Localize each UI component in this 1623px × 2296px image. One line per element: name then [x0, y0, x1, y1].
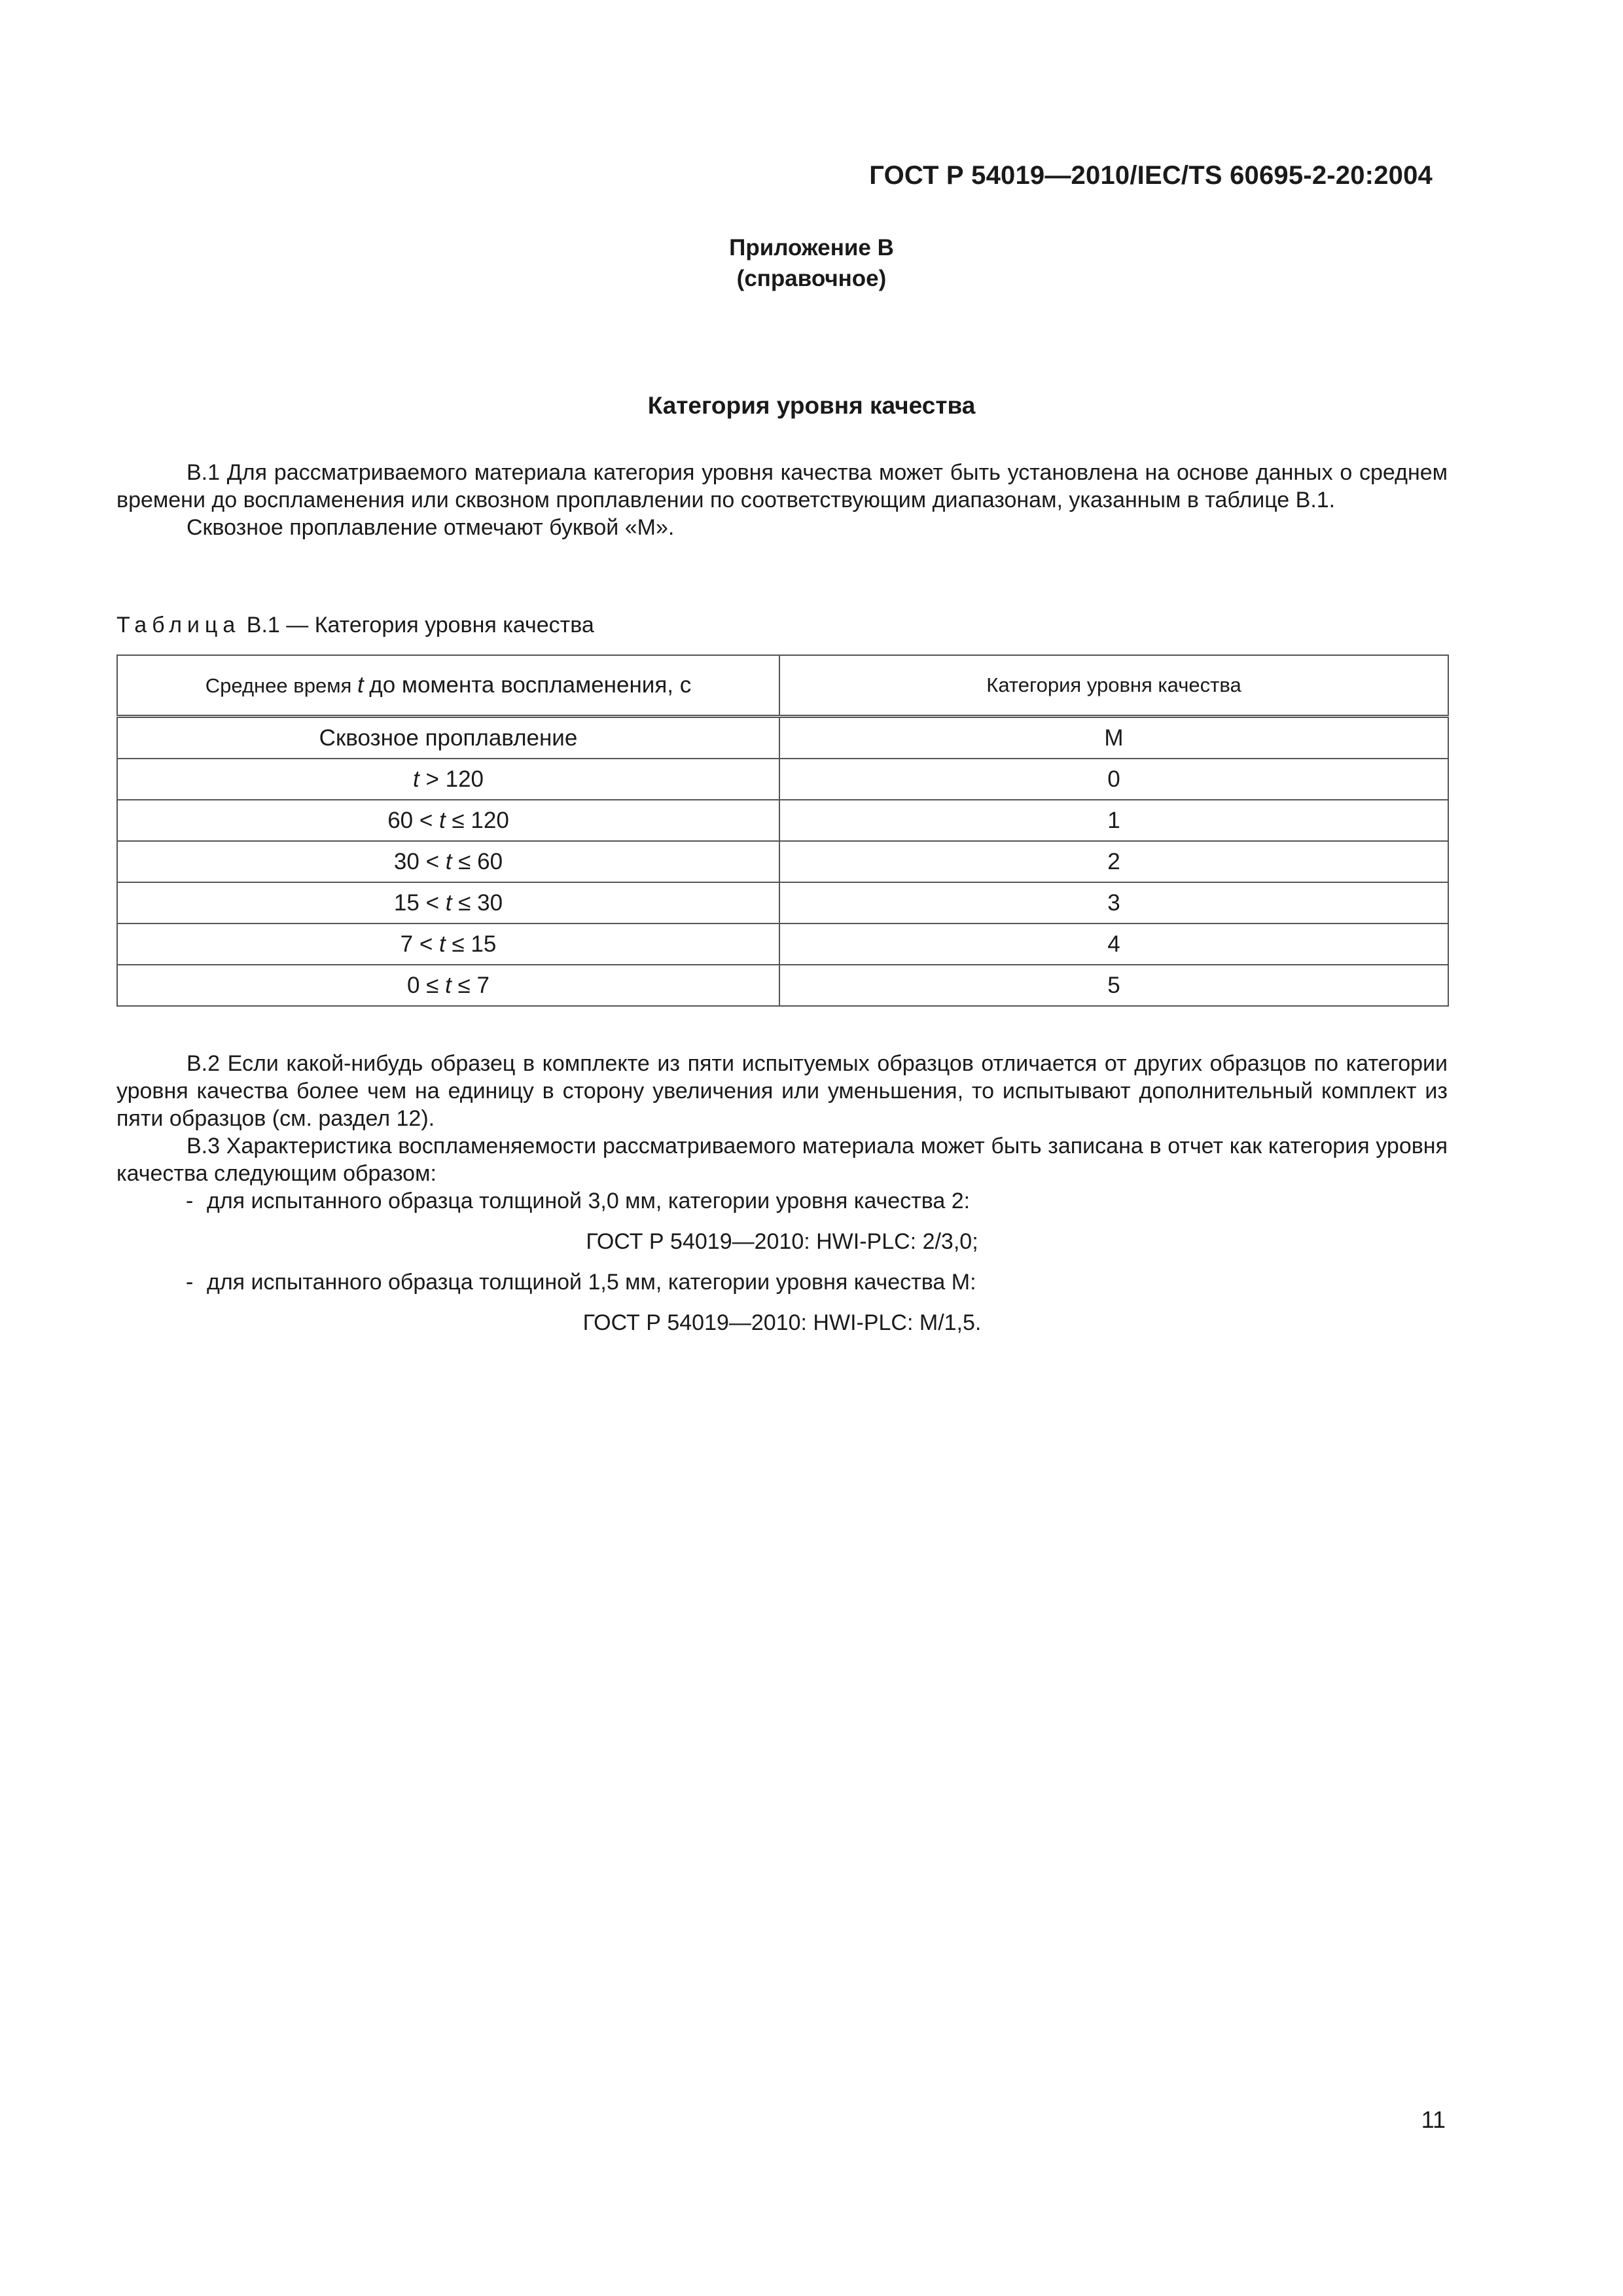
time-range-cell: 30 < t ≤ 60 — [117, 841, 779, 882]
quality-category-table — [116, 655, 1449, 1007]
table-row — [117, 965, 1448, 1006]
category-cell: 3 — [779, 882, 1448, 924]
list-item-sample-1-5mm: - для испытанного образца толщиной 1,5 мм, категории уровня качества М: — [186, 1270, 976, 1295]
table-caption-prefix: Таблица — [116, 613, 241, 637]
formula-designation-1: ГОСТ Р 54019—2010: HWI-PLC: 2/3,0; — [586, 1229, 978, 1254]
paragraph-b3: В.3 Характеристика воспламеняемости рассматриваемого материала может быть записана в отчет как категория уровня качества следующим образом: — [116, 1134, 1448, 1186]
table-caption — [116, 611, 594, 639]
intro-text — [116, 459, 1448, 541]
formula-designation-2: ГОСТ Р 54019—2010: HWI-PLC: М/1,5. — [582, 1310, 982, 1335]
time-range-cell: 15 < t ≤ 30 — [117, 882, 779, 924]
time-range-cell: t > 120 — [117, 759, 779, 800]
table-row — [117, 841, 1448, 882]
category-cell: 2 — [779, 841, 1448, 882]
category-cell: 0 — [779, 759, 1448, 800]
table-row — [117, 800, 1448, 841]
category-cell: 1 — [779, 800, 1448, 841]
time-range-cell: Сквозное проплавление — [117, 717, 779, 759]
paragraph-b2: В.2 Если какой-нибудь образец в комплекте из пяти испытуемых образцов отличается от других образцов по категории уровня качества более чем на единицу в сторону увеличения или уменьшения, то испытывают дополнительный комплект из пяти образцов (см. раздел 12). — [116, 1051, 1448, 1131]
appendix-subtitle: (справочное) — [736, 266, 887, 291]
category-cell: 4 — [779, 924, 1448, 965]
time-range-cell: 0 ≤ t ≤ 7 — [117, 965, 779, 1006]
category-cell: М — [779, 717, 1448, 759]
appendix-heading — [0, 232, 1623, 294]
list-dash: - — [186, 1189, 194, 1213]
table-row — [117, 717, 1448, 759]
header-quality-category: Категория уровня качества — [779, 655, 1448, 717]
table-row — [117, 882, 1448, 924]
paragraph-melt-note: Сквозное проплавление отмечают буквой «М». — [187, 515, 675, 540]
time-range-cell: 60 < t ≤ 120 — [117, 800, 779, 841]
category-cell: 5 — [779, 965, 1448, 1006]
table-row — [117, 759, 1448, 800]
header-mean-time: Среднее время t до момента воспламенения, с — [117, 655, 779, 717]
list-dash: - — [186, 1270, 194, 1295]
paragraph-b1: В.1 Для рассматриваемого материала категория уровня качества может быть установлена на основе данных о среднем времени до воспламенения или сквозном проплавлении по соответствующим диапазонам, указанным в таблице В.1. — [116, 460, 1448, 512]
appendix-title: Приложение В — [729, 235, 894, 260]
body-text — [116, 1050, 1448, 1336]
table-header-row — [117, 655, 1448, 717]
document-code-header: ГОСТ Р 54019—2010/IEC/TS 60695-2-20:2004 — [869, 161, 1433, 190]
table-row — [117, 924, 1448, 965]
page-number: 11 — [1421, 2106, 1446, 2133]
list-item-sample-3mm: - для испытанного образца толщиной 3,0 мм, категории уровня качества 2: — [186, 1189, 971, 1213]
time-range-cell: 7 < t ≤ 15 — [117, 924, 779, 965]
section-title: Категория уровня качества — [647, 392, 976, 419]
table-caption-text: В.1 — Категория уровня качества — [246, 613, 594, 637]
